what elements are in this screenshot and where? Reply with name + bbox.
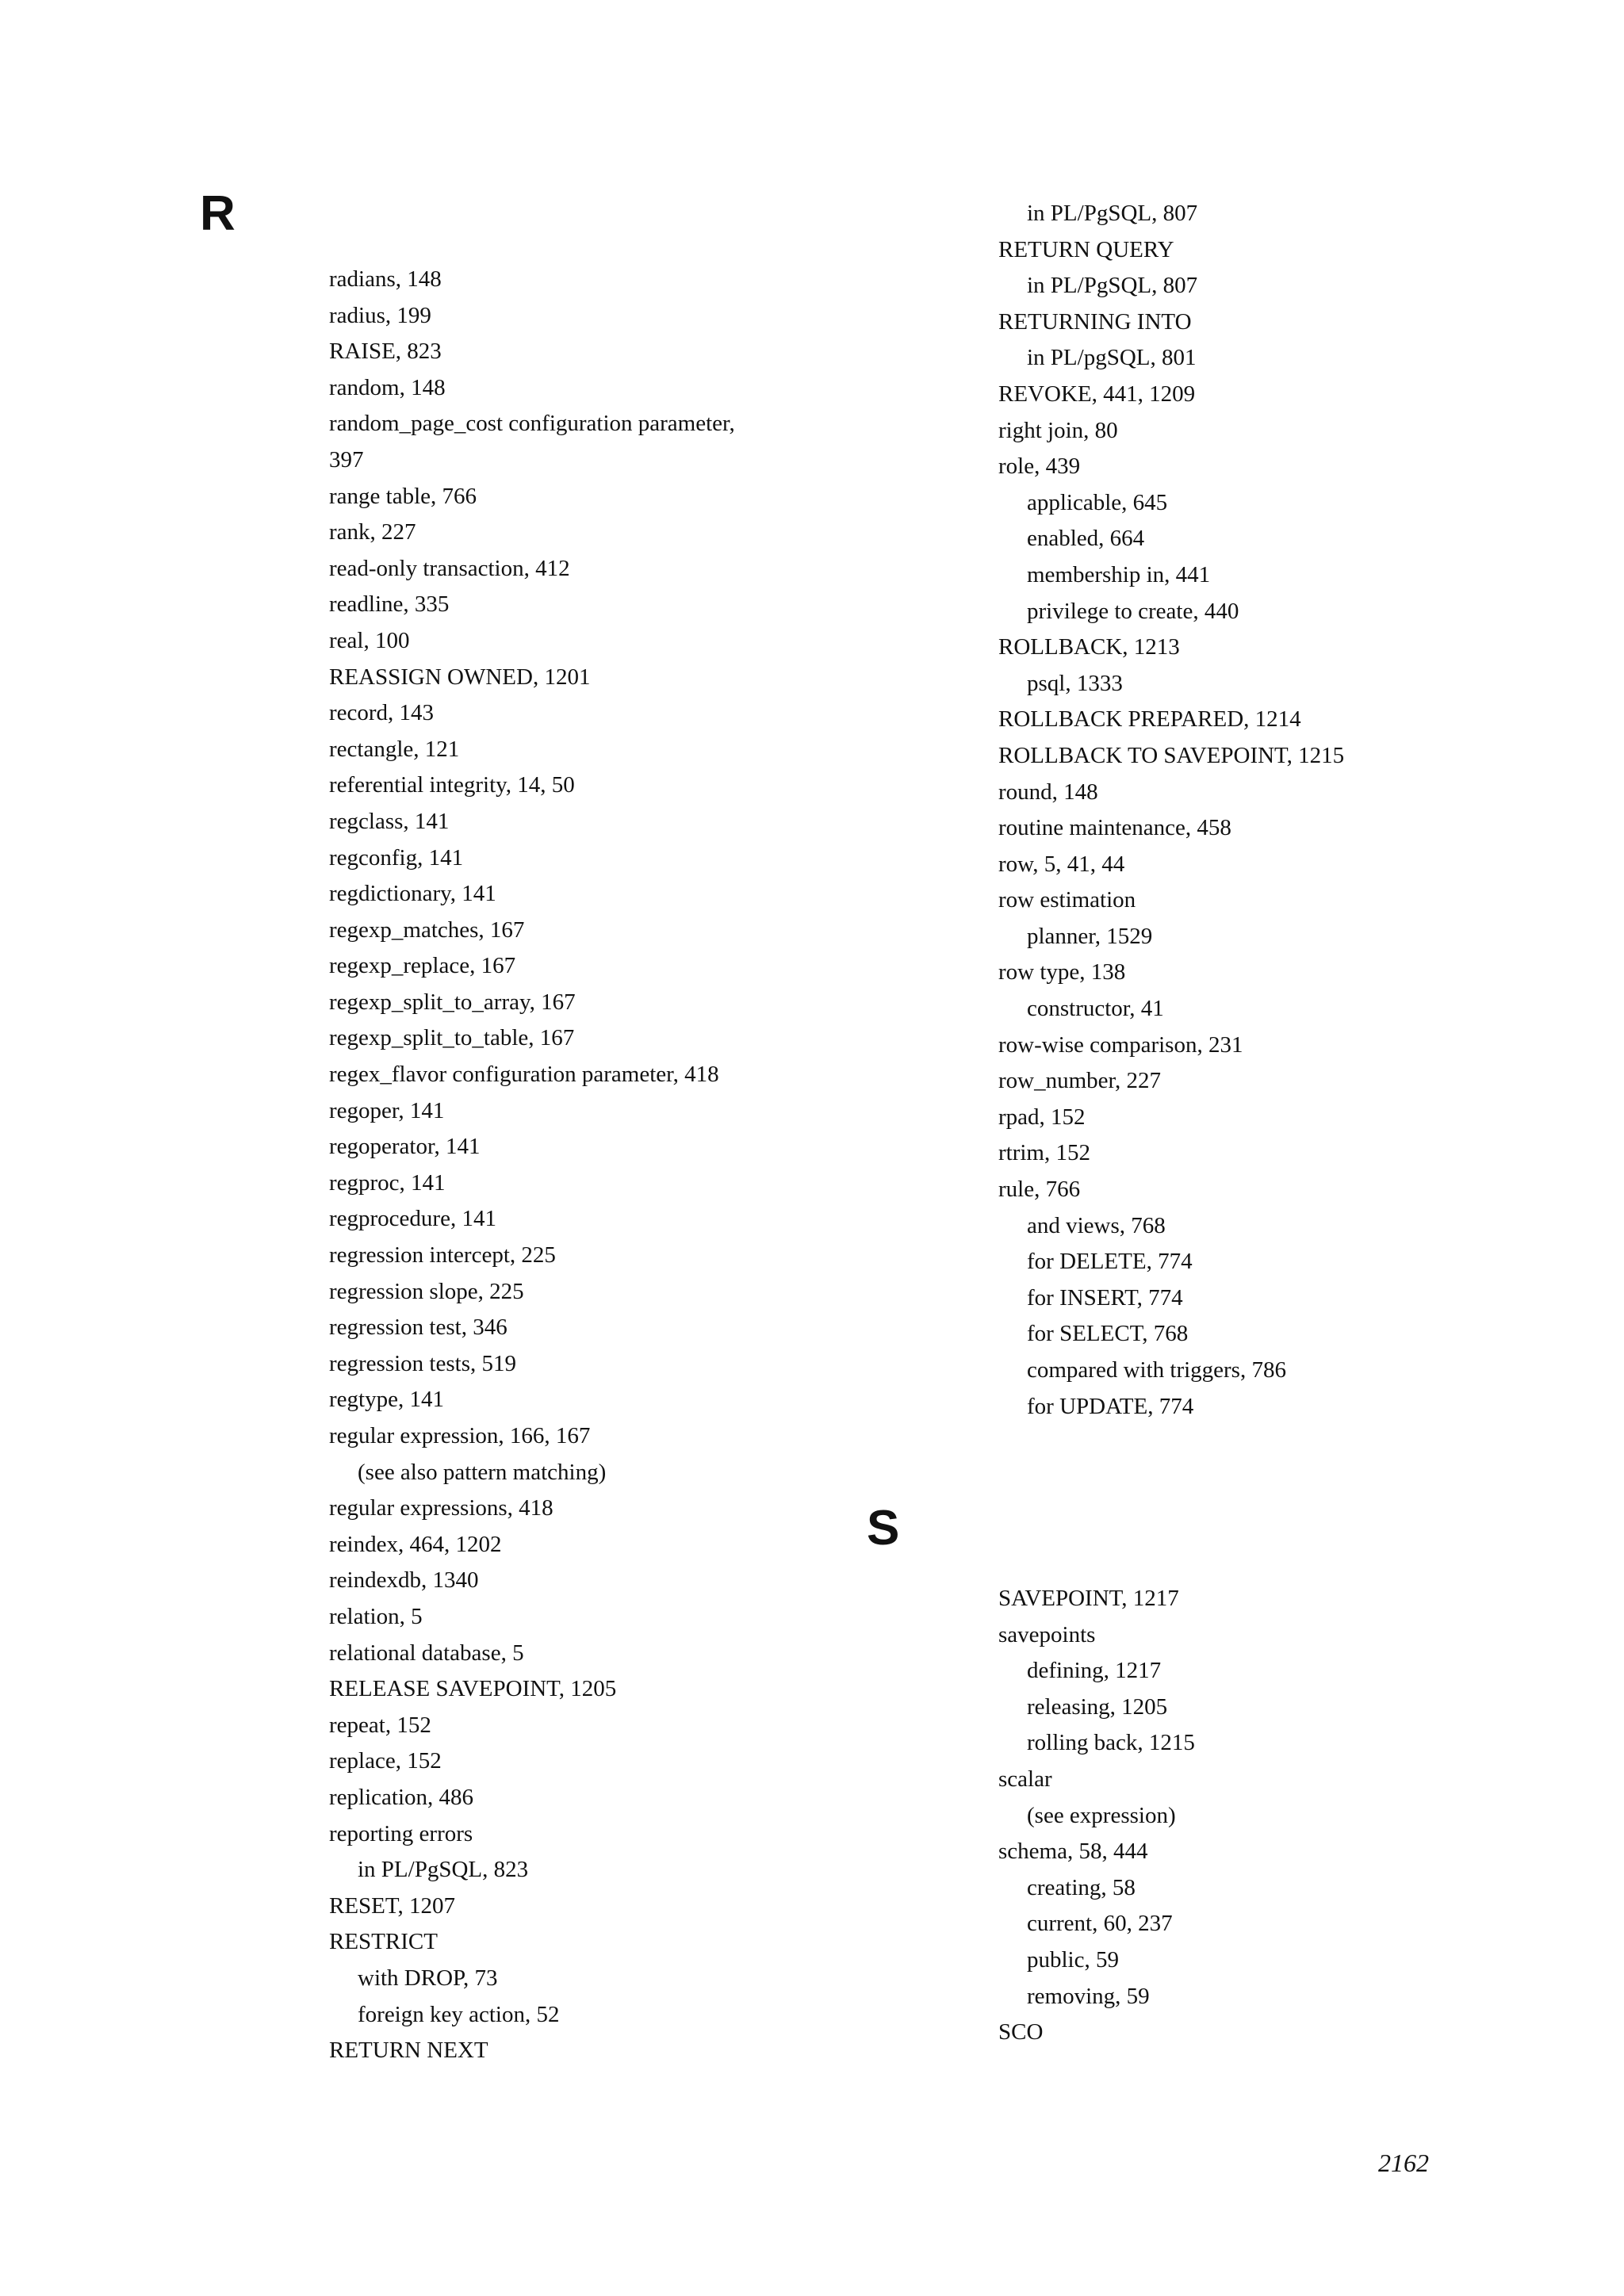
index-entry: rank, 227 bbox=[329, 519, 416, 545]
index-entry: row-wise comparison, 231 bbox=[998, 1031, 1243, 1058]
index-entry: regular expression, 166, 167 bbox=[329, 1423, 591, 1448]
index-subentry: in PL/PgSQL, 807 bbox=[1027, 273, 1198, 299]
index-subentry: for SELECT, 768 bbox=[1027, 1321, 1189, 1347]
index-entry: rule, 766 bbox=[998, 1177, 1081, 1203]
index-entry: RETURN NEXT bbox=[329, 2038, 488, 2064]
index-entry: rtrim, 152 bbox=[998, 1140, 1090, 1166]
index-entry: regexp_replace, 167 bbox=[329, 953, 516, 979]
section-heading-r: R bbox=[200, 186, 236, 241]
index-subentry: psql, 1333 bbox=[1027, 670, 1123, 696]
index-column-right-r bbox=[998, 196, 1344, 1425]
index-entry: RETURN QUERY bbox=[998, 236, 1174, 262]
index-subentry: applicable, 645 bbox=[1027, 489, 1168, 515]
index-subentry: for INSERT, 774 bbox=[1027, 1284, 1183, 1311]
index-entry: RESET, 1207 bbox=[329, 1892, 455, 1919]
index-entry: regdictionary, 141 bbox=[329, 881, 496, 907]
index-subentry: in PL/PgSQL, 807 bbox=[1027, 201, 1198, 226]
index-entry: REASSIGN OWNED, 1201 bbox=[329, 664, 591, 690]
index-entry: regression intercept, 225 bbox=[329, 1242, 556, 1269]
index-entry: SCO bbox=[998, 2019, 1044, 2045]
index-entry: RELEASE SAVEPOINT, 1205 bbox=[329, 1676, 617, 1702]
index-subentry: for DELETE, 774 bbox=[1027, 1249, 1193, 1275]
index-entry: regexp_split_to_array, 167 bbox=[329, 989, 576, 1015]
page-number: 2162 bbox=[1378, 2149, 1429, 2177]
index-entry: repeat, 152 bbox=[329, 1712, 431, 1738]
index-subentry: and views, 768 bbox=[1027, 1212, 1166, 1238]
index-entry: radius, 199 bbox=[329, 302, 431, 328]
index-entry: 397 bbox=[329, 446, 364, 473]
index-entry: referential integrity, 14, 50 bbox=[329, 772, 575, 798]
index-entry: routine maintenance, 458 bbox=[998, 815, 1231, 841]
index-entry: reindex, 464, 1202 bbox=[329, 1531, 502, 1557]
index-subentry: (see also pattern matching) bbox=[358, 1459, 607, 1485]
index-entry: real, 100 bbox=[329, 627, 410, 653]
index-entry: replication, 486 bbox=[329, 1784, 474, 1810]
index-entry: scalar bbox=[998, 1766, 1052, 1792]
index-entry: regression slope, 225 bbox=[329, 1278, 524, 1304]
index-entry: replace, 152 bbox=[329, 1748, 442, 1774]
index-subentry: enabled, 664 bbox=[1027, 526, 1145, 552]
index-entry: readline, 335 bbox=[329, 591, 450, 618]
index-entry: regclass, 141 bbox=[329, 808, 450, 834]
index-subentry: (see expression) bbox=[1027, 1802, 1176, 1828]
section-heading-s: S bbox=[867, 1501, 900, 1556]
index-entry: ROLLBACK, 1213 bbox=[998, 634, 1180, 660]
index-entry: random_page_cost configuration parameter, bbox=[329, 411, 735, 437]
index-subentry: privilege to create, 440 bbox=[1027, 598, 1239, 624]
index-entry: rpad, 152 bbox=[998, 1104, 1086, 1130]
index-subentry: for UPDATE, 774 bbox=[1027, 1393, 1194, 1419]
index-entry: radians, 148 bbox=[329, 266, 442, 292]
index-entry: row_number, 227 bbox=[998, 1068, 1162, 1094]
index-entry: regexp_matches, 167 bbox=[329, 916, 525, 943]
index-entry: role, 439 bbox=[998, 453, 1081, 480]
index-entry: regconfig, 141 bbox=[329, 844, 464, 871]
index-entry: round, 148 bbox=[998, 779, 1098, 805]
index-entry: savepoints bbox=[998, 1621, 1096, 1647]
index-entry: regoperator, 141 bbox=[329, 1134, 481, 1160]
index-entry: ROLLBACK PREPARED, 1214 bbox=[998, 706, 1301, 733]
index-column-right-s bbox=[998, 1581, 1195, 2051]
index-entry: range table, 766 bbox=[329, 483, 477, 509]
index-subentry: compared with triggers, 786 bbox=[1027, 1357, 1286, 1383]
index-subentry: in PL/pgSQL, 801 bbox=[1027, 345, 1197, 371]
index-entry: regprocedure, 141 bbox=[329, 1206, 496, 1232]
index-entry: RAISE, 823 bbox=[329, 339, 442, 365]
index-entry: rectangle, 121 bbox=[329, 736, 460, 762]
index-entry: relational database, 5 bbox=[329, 1640, 524, 1666]
index-entry: row estimation bbox=[998, 887, 1136, 913]
index-entry: relation, 5 bbox=[329, 1603, 423, 1629]
index-subentry: rolling back, 1215 bbox=[1027, 1730, 1195, 1756]
index-entry: reporting errors bbox=[329, 1820, 473, 1846]
index-subentry: in PL/PgSQL, 823 bbox=[358, 1857, 529, 1883]
index-entry: ROLLBACK TO SAVEPOINT, 1215 bbox=[998, 742, 1345, 768]
index-entry: row, 5, 41, 44 bbox=[998, 851, 1125, 877]
index-subentry: with DROP, 73 bbox=[358, 1965, 498, 1991]
index-subentry: current, 60, 237 bbox=[1027, 1911, 1173, 1937]
index-entry: RETURNING INTO bbox=[998, 308, 1192, 335]
index-entry: regtype, 141 bbox=[329, 1387, 444, 1413]
index-subentry: public, 59 bbox=[1027, 1946, 1119, 1973]
index-entry: read-only transaction, 412 bbox=[329, 555, 570, 581]
index-column-left bbox=[329, 262, 735, 2069]
index-subentry: membership in, 441 bbox=[1027, 561, 1211, 587]
index-entry: right join, 80 bbox=[998, 417, 1118, 443]
index-entry: regex_flavor configuration parameter, 418 bbox=[329, 1062, 719, 1088]
index-entry: row type, 138 bbox=[998, 959, 1126, 985]
index-entry: schema, 58, 444 bbox=[998, 1839, 1148, 1865]
index-entry: REVOKE, 441, 1209 bbox=[998, 381, 1196, 407]
index-subentry: planner, 1529 bbox=[1027, 923, 1153, 949]
index-entry: regexp_split_to_table, 167 bbox=[329, 1025, 575, 1051]
index-subentry: removing, 59 bbox=[1027, 1983, 1150, 2009]
index-entry: regression tests, 519 bbox=[329, 1350, 516, 1376]
index-entry: regproc, 141 bbox=[329, 1169, 446, 1196]
index-subentry: defining, 1217 bbox=[1027, 1658, 1162, 1684]
index-entry: record, 143 bbox=[329, 700, 435, 726]
index-entry: regoper, 141 bbox=[329, 1097, 445, 1123]
index-subentry: creating, 58 bbox=[1027, 1874, 1136, 1900]
index-entry: random, 148 bbox=[329, 374, 446, 400]
index-subentry: releasing, 1205 bbox=[1027, 1693, 1168, 1720]
index-subentry: constructor, 41 bbox=[1027, 996, 1164, 1022]
index-entry: RESTRICT bbox=[329, 1929, 438, 1955]
index-entry: SAVEPOINT, 1217 bbox=[998, 1586, 1179, 1611]
index-entry: regression test, 346 bbox=[329, 1314, 508, 1341]
index-subentry: foreign key action, 52 bbox=[358, 2001, 560, 2027]
index-entry: regular expressions, 418 bbox=[329, 1495, 553, 1521]
index-entry: reindexdb, 1340 bbox=[329, 1567, 479, 1594]
